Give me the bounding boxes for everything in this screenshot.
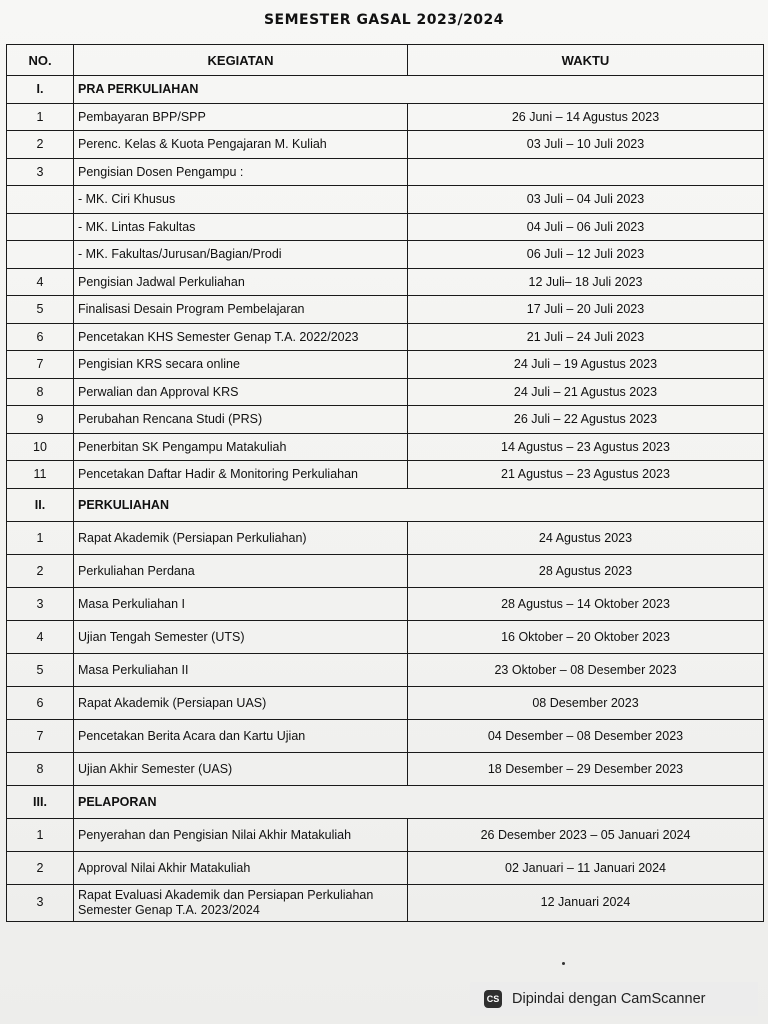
row-kegiatan: Ujian Tengah Semester (UTS) — [74, 620, 408, 653]
camscanner-icon: CS — [484, 990, 502, 1008]
header-kegiatan: KEGIATAN — [74, 45, 408, 76]
section-row — [7, 488, 764, 521]
schedule-body — [7, 76, 764, 922]
row-kegiatan: Perubahan Rencana Studi (PRS) — [74, 406, 408, 434]
row-number — [7, 241, 74, 269]
row-waktu: 16 Oktober – 20 Oktober 2023 — [408, 620, 764, 653]
section-number: III. — [7, 785, 74, 818]
row-kegiatan: - MK. Lintas Fakultas — [74, 213, 408, 241]
table-row — [7, 158, 764, 186]
row-kegiatan: Penyerahan dan Pengisian Nilai Akhir Matakuliah — [74, 818, 408, 851]
row-number — [7, 186, 74, 214]
row-number: 1 — [7, 818, 74, 851]
table-row — [7, 686, 764, 719]
row-number: 1 — [7, 521, 74, 554]
table-header-row — [7, 45, 764, 76]
section-name: PRA PERKULIAHAN — [74, 76, 764, 104]
table-row — [7, 186, 764, 214]
row-waktu: 03 Juli – 04 Juli 2023 — [408, 186, 764, 214]
table-row — [7, 213, 764, 241]
row-number: 8 — [7, 378, 74, 406]
row-kegiatan: Rapat Evaluasi Akademik dan Persiapan Perkuliahan Semester Genap T.A. 2023/2024 — [74, 884, 408, 921]
table-row — [7, 620, 764, 653]
row-waktu: 26 Desember 2023 – 05 Januari 2024 — [408, 818, 764, 851]
table-row — [7, 818, 764, 851]
row-kegiatan: Finalisasi Desain Program Pembelajaran — [74, 296, 408, 324]
header-waktu: WAKTU — [408, 45, 764, 76]
row-kegiatan: Pengisian Dosen Pengampu : — [74, 158, 408, 186]
row-waktu: 12 Juli– 18 Juli 2023 — [408, 268, 764, 296]
row-waktu: 24 Juli – 19 Agustus 2023 — [408, 351, 764, 379]
row-number — [7, 213, 74, 241]
table-row — [7, 103, 764, 131]
row-waktu: 12 Januari 2024 — [408, 884, 764, 921]
page-title: SEMESTER GASAL 2023/2024 — [263, 12, 505, 28]
header-no: NO. — [7, 45, 74, 76]
table-row — [7, 241, 764, 269]
row-kegiatan: Perkuliahan Perdana — [74, 554, 408, 587]
row-number: 6 — [7, 686, 74, 719]
schedule-table — [6, 44, 764, 922]
row-number: 5 — [7, 296, 74, 324]
row-number: 4 — [7, 268, 74, 296]
row-kegiatan: Rapat Akademik (Persiapan UAS) — [74, 686, 408, 719]
row-waktu: 24 Juli – 21 Agustus 2023 — [408, 378, 764, 406]
row-number: 8 — [7, 752, 74, 785]
row-kegiatan: Pencetakan KHS Semester Genap T.A. 2022/2023 — [74, 323, 408, 351]
table-row — [7, 461, 764, 489]
table-row — [7, 521, 764, 554]
table-row — [7, 268, 764, 296]
scan-speck — [562, 962, 565, 965]
row-waktu: 06 Juli – 12 Juli 2023 — [408, 241, 764, 269]
row-kegiatan: Pembayaran BPP/SPP — [74, 103, 408, 131]
section-number: II. — [7, 488, 74, 521]
row-waktu: 03 Juli – 10 Juli 2023 — [408, 131, 764, 159]
row-waktu: 04 Desember – 08 Desember 2023 — [408, 719, 764, 752]
row-waktu: 04 Juli – 06 Juli 2023 — [408, 213, 764, 241]
row-waktu: 18 Desember – 29 Desember 2023 — [408, 752, 764, 785]
row-number: 10 — [7, 433, 74, 461]
row-waktu: 02 Januari – 11 Januari 2024 — [408, 851, 764, 884]
row-kegiatan: Perenc. Kelas & Kuota Pengajaran M. Kuliah — [74, 131, 408, 159]
row-waktu: 21 Agustus – 23 Agustus 2023 — [408, 461, 764, 489]
table-row — [7, 378, 764, 406]
camscanner-watermark — [470, 982, 758, 1016]
row-number: 2 — [7, 554, 74, 587]
row-kegiatan: Pengisian KRS secara online — [74, 351, 408, 379]
row-kegiatan: Perwalian dan Approval KRS — [74, 378, 408, 406]
row-kegiatan: Approval Nilai Akhir Matakuliah — [74, 851, 408, 884]
row-kegiatan: Pengisian Jadwal Perkuliahan — [74, 268, 408, 296]
row-kegiatan: Masa Perkuliahan I — [74, 587, 408, 620]
section-row — [7, 76, 764, 104]
table-row — [7, 351, 764, 379]
row-waktu: 28 Agustus – 14 Oktober 2023 — [408, 587, 764, 620]
section-name: PERKULIAHAN — [74, 488, 764, 521]
row-kegiatan: Masa Perkuliahan II — [74, 653, 408, 686]
section-name: PELAPORAN — [74, 785, 764, 818]
row-waktu: 14 Agustus – 23 Agustus 2023 — [408, 433, 764, 461]
row-kegiatan: Pencetakan Daftar Hadir & Monitoring Perkuliahan — [74, 461, 408, 489]
section-number: I. — [7, 76, 74, 104]
row-kegiatan: - MK. Ciri Khusus — [74, 186, 408, 214]
table-row — [7, 296, 764, 324]
row-waktu — [408, 158, 764, 186]
row-number: 7 — [7, 351, 74, 379]
watermark-text: Dipindai dengan CamScanner — [512, 991, 706, 1007]
row-kegiatan: Pencetakan Berita Acara dan Kartu Ujian — [74, 719, 408, 752]
table-row — [7, 406, 764, 434]
row-number: 7 — [7, 719, 74, 752]
row-number: 9 — [7, 406, 74, 434]
row-waktu: 26 Juli – 22 Agustus 2023 — [408, 406, 764, 434]
table-row — [7, 884, 764, 921]
row-number: 4 — [7, 620, 74, 653]
row-number: 1 — [7, 103, 74, 131]
table-row — [7, 719, 764, 752]
row-waktu: 24 Agustus 2023 — [408, 521, 764, 554]
row-number: 3 — [7, 884, 74, 921]
row-kegiatan: Penerbitan SK Pengampu Matakuliah — [74, 433, 408, 461]
row-number: 3 — [7, 158, 74, 186]
row-number: 5 — [7, 653, 74, 686]
row-waktu: 17 Juli – 20 Juli 2023 — [408, 296, 764, 324]
row-number: 6 — [7, 323, 74, 351]
row-waktu: 08 Desember 2023 — [408, 686, 764, 719]
table-row — [7, 653, 764, 686]
row-number: 3 — [7, 587, 74, 620]
table-row — [7, 131, 764, 159]
row-waktu: 28 Agustus 2023 — [408, 554, 764, 587]
row-kegiatan: - MK. Fakultas/Jurusan/Bagian/Prodi — [74, 241, 408, 269]
row-waktu: 23 Oktober – 08 Desember 2023 — [408, 653, 764, 686]
row-number: 2 — [7, 851, 74, 884]
table-row — [7, 554, 764, 587]
table-row — [7, 851, 764, 884]
table-row — [7, 433, 764, 461]
table-row — [7, 587, 764, 620]
section-row — [7, 785, 764, 818]
row-kegiatan: Ujian Akhir Semester (UAS) — [74, 752, 408, 785]
row-waktu: 26 Juni – 14 Agustus 2023 — [408, 103, 764, 131]
row-number: 2 — [7, 131, 74, 159]
table-row — [7, 323, 764, 351]
row-number: 11 — [7, 461, 74, 489]
table-row — [7, 752, 764, 785]
row-kegiatan: Rapat Akademik (Persiapan Perkuliahan) — [74, 521, 408, 554]
row-waktu: 21 Juli – 24 Juli 2023 — [408, 323, 764, 351]
